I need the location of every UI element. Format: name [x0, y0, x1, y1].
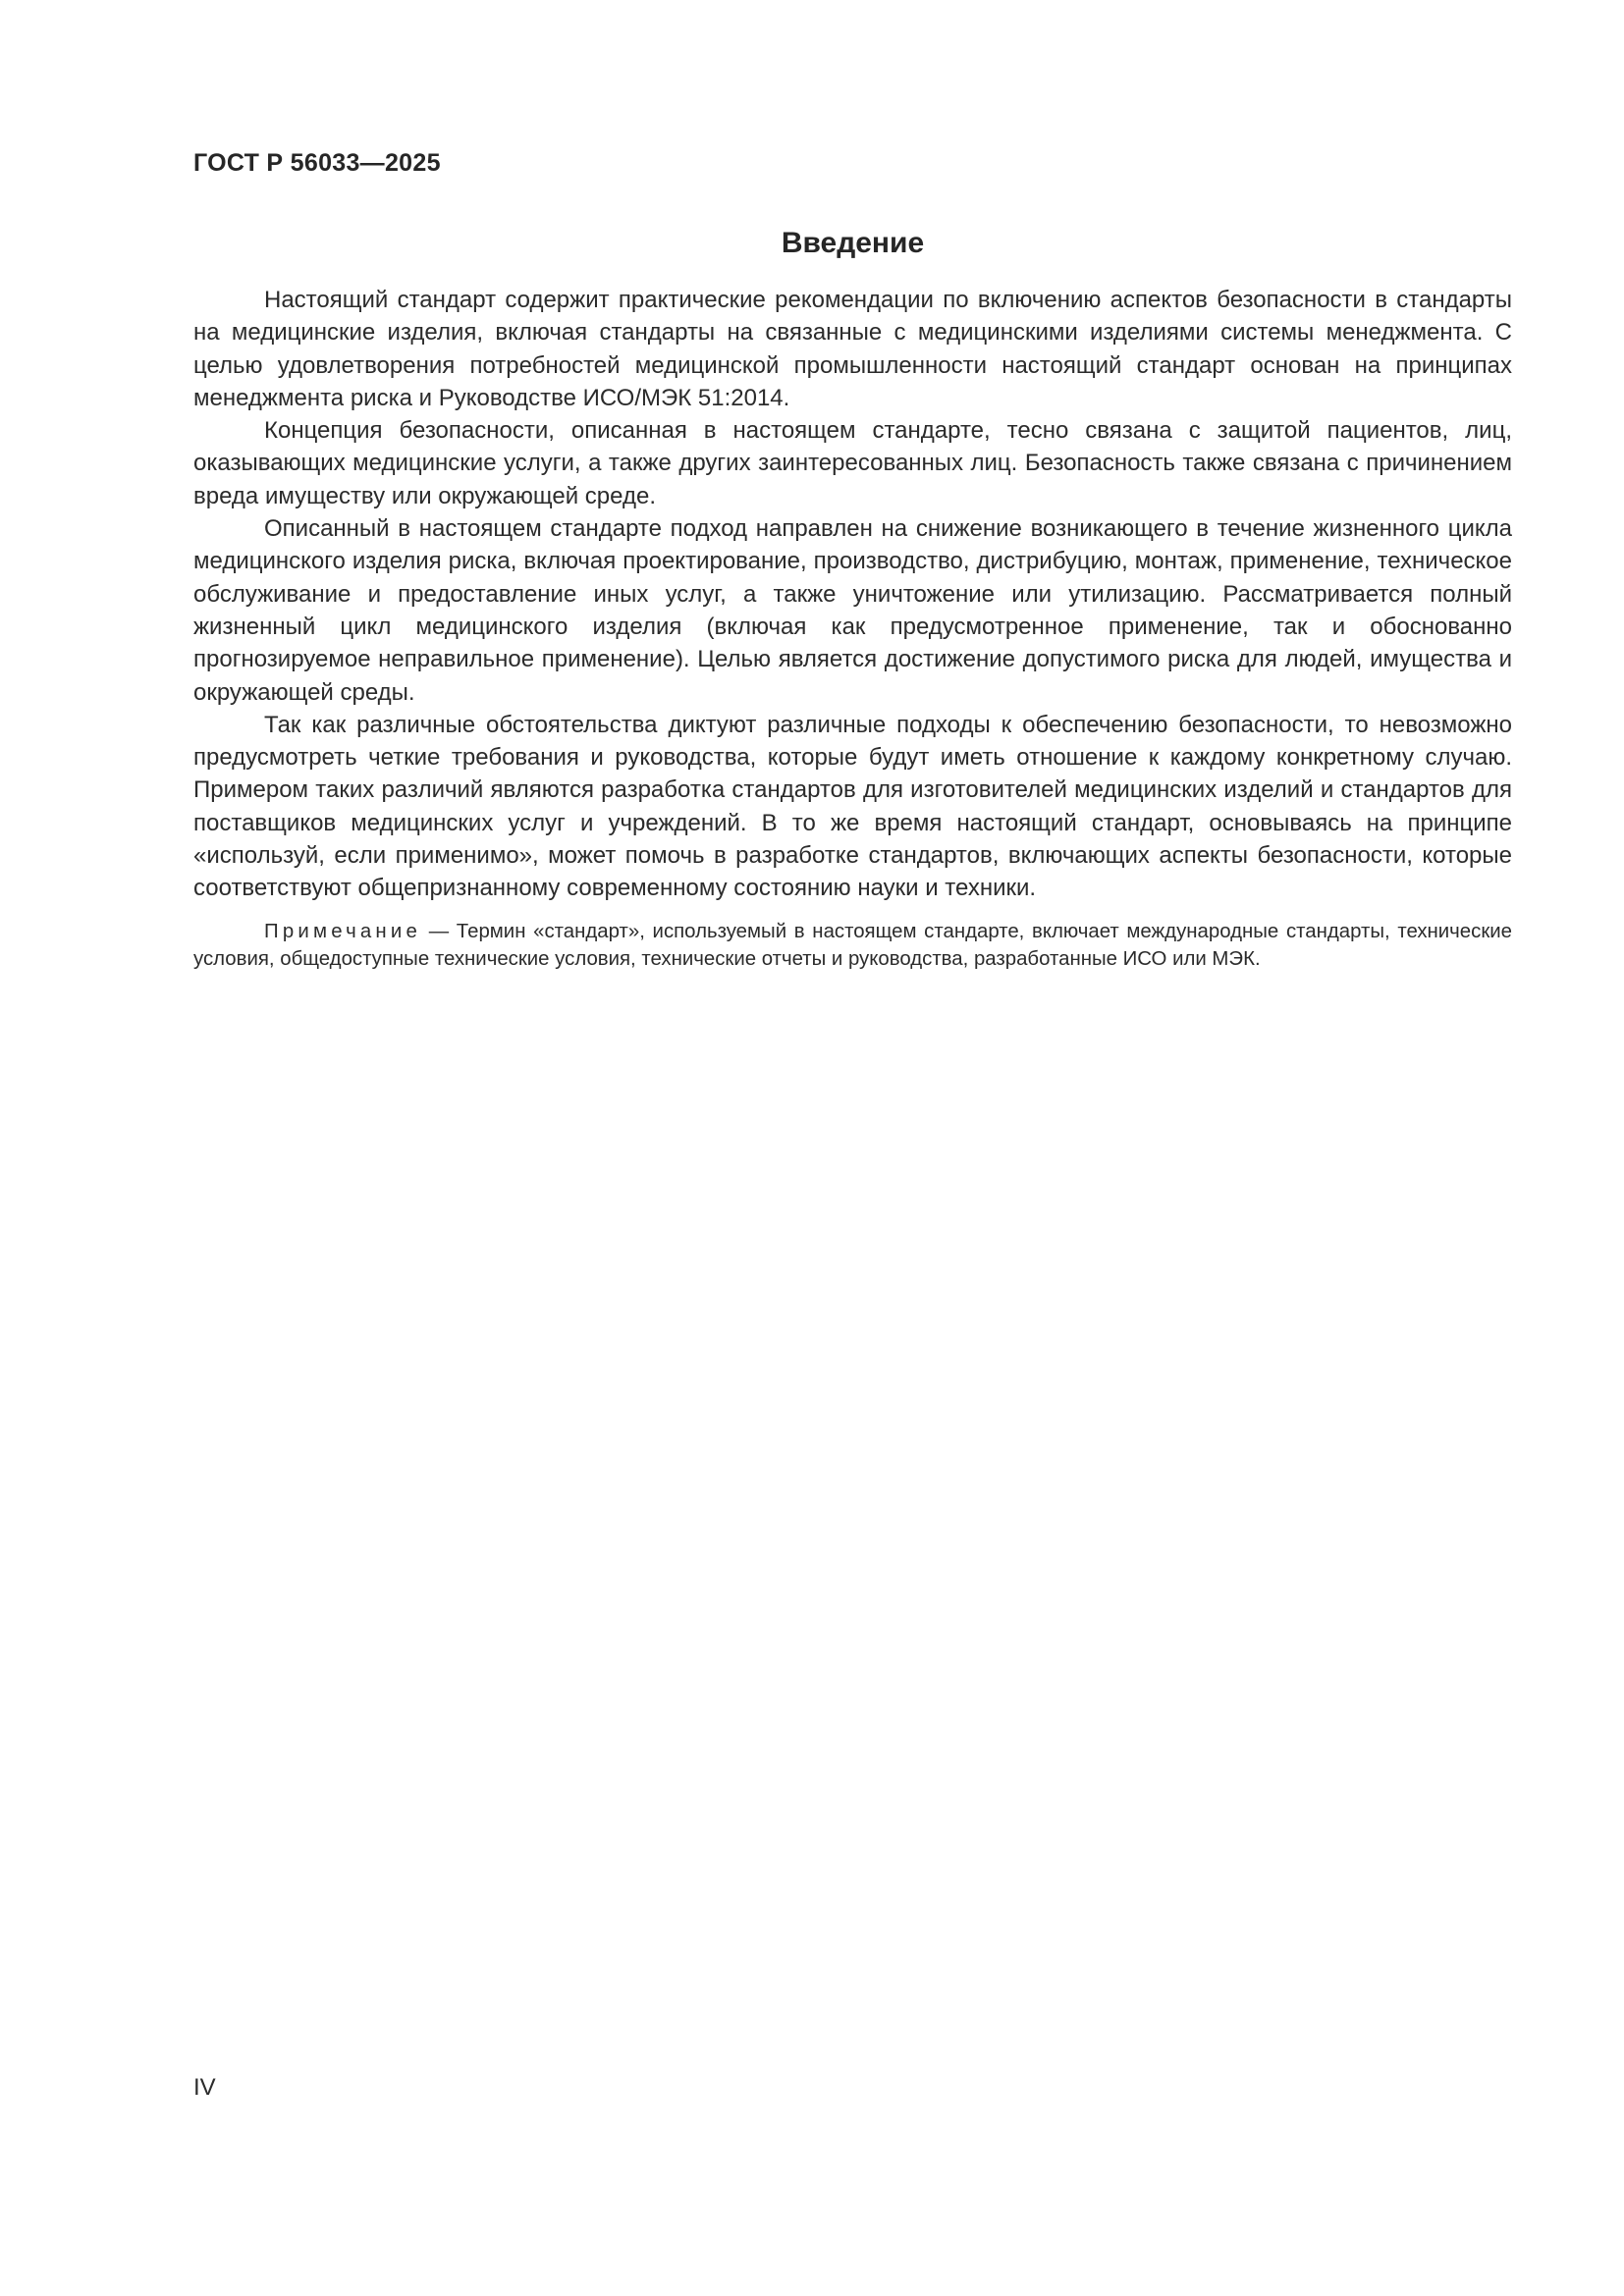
note: [193, 918, 1512, 974]
document-id: ГОСТ Р 56033—2025: [193, 149, 441, 177]
paragraph: Концепция безопасности, описанная в настоящем стандарте, тесно связана с защитой пациентов, лиц, оказывающих медицинские услуги, а также других заинтересованных лиц. Безопасность также связана с причинением вреда имуществу или окружающей среде.: [193, 417, 1512, 509]
paragraph: Настоящий стандарт содержит практические рекомендации по включению аспектов безопасности в стандарты на медицинские изделия, включая стандарты на связанные с медицинскими изделиями системы менеджмента. С целью удовлетворения потребностей медицинской промышленности настоящий стандарт основан на принципах менеджмента риска и Руководстве ИСО/МЭК 51:2014.: [193, 287, 1512, 411]
section-title: Введение: [781, 227, 925, 259]
paragraph: Описанный в настоящем стандарте подход направлен на снижение возникающего в течение жизненного цикла медицинского изделия риска, включая проектирование, производство, дистрибуцию, монтаж, применение, техническое обслуживание и предоставление иных услуг, а также уничтожение или утилизацию. Рассматривается полный жизненный цикл медицинского изделия (включая как предусмотренное применение, так и обоснованно прогнозируемое неправильное применение). Целью является достижение допустимого риска для людей, имущества и окружающей среды.: [193, 515, 1512, 706]
paragraph: Так как различные обстоятельства диктуют различные подходы к обеспечению безопасности, то невозможно предусмотреть четкие требования и руководства, которые будут иметь отношение к каждому конкретному случаю. Примером таких различий являются разработка стандартов для изготовителей медицинских изделий и стандартов для поставщиков медицинских услуг и учреждений. В то же время настоящий стандарт, основываясь на принципе «используй, если применимо», может помочь в разработке стандартов, включающих аспекты безопасности, которые соответствуют общепризнанному современному состоянию науки и техники.: [193, 711, 1512, 902]
note-text: — Термин «стандарт», используемый в настоящем стандарте, включает международные стандарты, технические условия, общедоступные технические условия, технические отчеты и руководства, разработанные ИСО или МЭК.: [193, 920, 1512, 971]
page-number: IV: [193, 2074, 216, 2101]
document-body: [193, 284, 1512, 974]
note-label: Примечание: [264, 920, 422, 942]
